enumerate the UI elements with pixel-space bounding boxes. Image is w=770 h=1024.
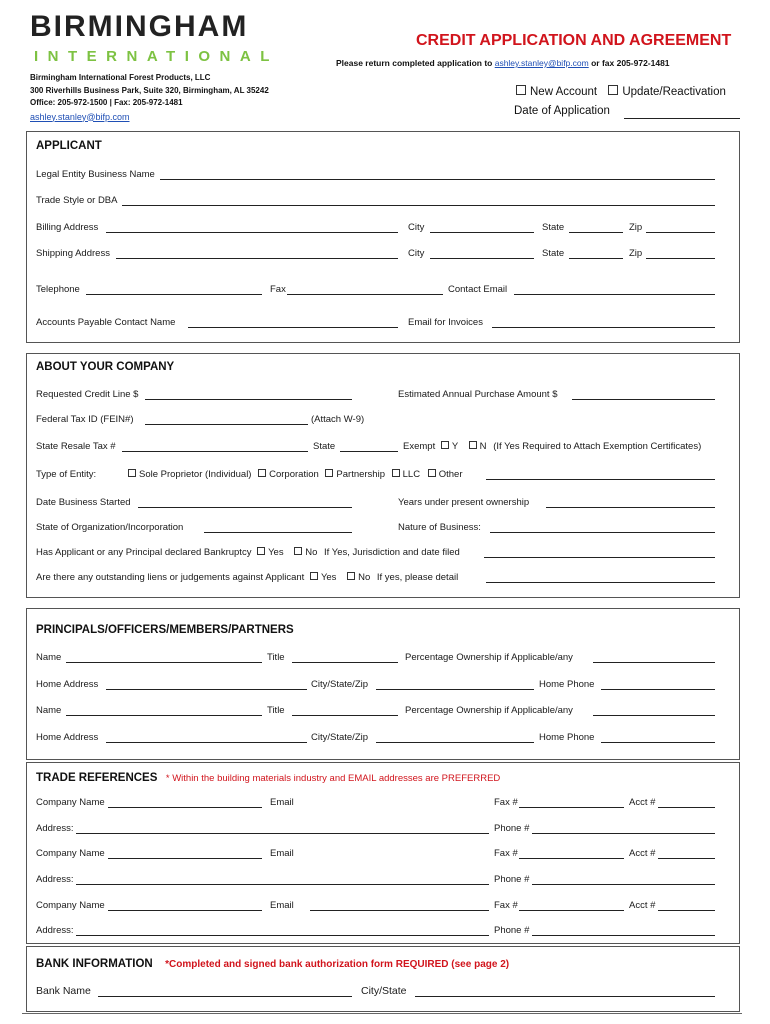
bankruptcy-detail-label: If Yes, Jurisdiction and date filed	[324, 547, 460, 558]
trade-references-heading: TRADE REFERENCES	[36, 772, 158, 784]
principal-1-name-label: Name	[36, 652, 62, 663]
principal-1-home-phone-field[interactable]	[601, 689, 715, 690]
liens-label: Are there any outstanding liens or judgements against Applicant	[36, 572, 305, 583]
ref-1-phone-field[interactable]	[532, 833, 715, 834]
principal-2-home-address-label: Home Address	[36, 732, 99, 743]
ref-3-company-label: Company Name	[36, 900, 105, 911]
ref-2-phone-label: Phone #	[494, 874, 530, 885]
principal-2-home-phone-field[interactable]	[601, 742, 715, 743]
principal-1-title-label: Title	[267, 652, 285, 663]
ref-2-company-field[interactable]	[108, 858, 262, 859]
ref-3-acct-field[interactable]	[658, 910, 715, 911]
bank-name-label: Bank Name	[36, 985, 91, 997]
exempt-label: Exempt	[403, 441, 436, 452]
principal-2-home-phone-label: Home Phone	[539, 732, 595, 743]
exempt-yes-label: Y	[451, 441, 459, 452]
ref-2-email-label: Email	[270, 848, 294, 859]
date-of-application-field[interactable]	[624, 118, 740, 119]
billing-city-label: City	[408, 222, 425, 233]
liens-yes-label: Yes	[320, 572, 337, 583]
liens-no-label: No	[358, 572, 371, 583]
principal-1-city-state-zip-field[interactable]	[376, 689, 534, 690]
ref-1-acct-field[interactable]	[658, 807, 715, 808]
exempt-no-label: N	[479, 441, 487, 452]
ref-3-phone-label: Phone #	[494, 925, 530, 936]
state-org-field[interactable]	[204, 532, 352, 533]
return-instructions	[336, 58, 670, 68]
new-account-checkbox[interactable]	[516, 85, 526, 95]
bankruptcy-no-checkbox[interactable]	[294, 547, 302, 555]
principal-1-home-address-label: Home Address	[36, 679, 99, 690]
new-account-label: New Account	[530, 86, 598, 98]
contact-email-field[interactable]	[514, 294, 715, 295]
company-heading: ABOUT YOUR COMPANY	[36, 361, 175, 373]
corporation-label: Corporation	[269, 469, 319, 480]
principal-2-home-address-field[interactable]	[106, 742, 307, 743]
ref-2-address-label: Address:	[36, 874, 74, 885]
legal-name-label: Legal Entity Business Name	[36, 169, 155, 180]
shipping-zip-field[interactable]	[646, 258, 715, 259]
invoice-email-label: Email for Invoices	[408, 317, 483, 328]
update-label: Update/Reactivation	[622, 86, 726, 98]
state-org-label: State of Organization/Incorporation	[36, 522, 184, 533]
return-email-link[interactable]: ashley.stanley@bifp.com	[494, 58, 589, 68]
return-suffix: or fax 205-972-1481	[591, 58, 670, 68]
credit-line-field[interactable]	[145, 399, 352, 400]
corporation-checkbox[interactable]	[258, 469, 266, 477]
shipping-zip-label: Zip	[629, 248, 643, 259]
ref-1-acct-label: Acct #	[629, 797, 656, 808]
form-title: CREDIT APPLICATION AND AGREEMENT	[416, 32, 732, 49]
annual-purchase-label: Estimated Annual Purchase Amount $	[398, 389, 558, 400]
logo	[30, 10, 279, 70]
fax-field[interactable]	[287, 294, 443, 295]
trade-references-note: * Within the building materials industry and EMAIL addresses are PREFERRED	[165, 773, 501, 784]
exempt-row	[403, 441, 701, 452]
principal-2-name-label: Name	[36, 705, 62, 716]
billing-zip-field[interactable]	[646, 232, 715, 233]
years-owner-label: Years under present ownership	[398, 497, 530, 508]
shipping-state-field[interactable]	[569, 258, 623, 259]
ref-1-fax-label: Fax #	[494, 797, 518, 808]
principal-1-home-address-field[interactable]	[106, 689, 307, 690]
liens-detail-label: If yes, please detail	[376, 572, 459, 583]
resale-state-field[interactable]	[340, 451, 398, 452]
telephone-label: Telephone	[36, 284, 80, 295]
legal-name-field[interactable]	[160, 179, 715, 180]
principal-2-ownership-label: Percentage Ownership if Applicable/any	[405, 705, 573, 716]
company-address: 300 Riverhills Business Park, Suite 320, Birmingham, AL 35242	[30, 85, 269, 95]
attach-w9-note: (Attach W-9)	[311, 414, 365, 425]
resale-state-label: State	[313, 441, 336, 452]
shipping-city-field[interactable]	[430, 258, 534, 259]
billing-address-label: Billing Address	[36, 222, 99, 233]
shipping-address-label: Shipping Address	[36, 248, 110, 259]
ref-1-fax-field[interactable]	[519, 807, 624, 808]
ref-2-phone-field[interactable]	[532, 884, 715, 885]
update-checkbox[interactable]	[608, 85, 618, 95]
resale-tax-label: State Resale Tax #	[36, 441, 116, 452]
sole-proprietor-label: Sole Proprietor (Individual)	[139, 469, 252, 480]
entity-type-options	[128, 469, 462, 480]
ref-2-company-label: Company Name	[36, 848, 105, 859]
applicant-heading: APPLICANT	[36, 140, 102, 152]
billing-state-field[interactable]	[569, 232, 623, 233]
ref-2-acct-field[interactable]	[658, 858, 715, 859]
other-label: Other	[438, 469, 463, 480]
logo-wordmark-bottom: INTERNATIONAL	[34, 48, 279, 65]
billing-state-label: State	[542, 222, 565, 233]
ap-contact-field[interactable]	[188, 327, 398, 328]
billing-city-field[interactable]	[430, 232, 534, 233]
ref-3-email-field[interactable]	[310, 910, 489, 911]
fax-label: Fax	[270, 284, 286, 295]
bank-city-state-label: City/State	[361, 985, 407, 997]
resale-tax-field[interactable]	[122, 451, 308, 452]
credit-line-label: Requested Credit Line $	[36, 389, 139, 400]
nature-field[interactable]	[490, 532, 715, 533]
other-entity-field[interactable]	[486, 479, 715, 480]
ref-3-email-label: Email	[270, 900, 294, 911]
invoice-email-field[interactable]	[492, 327, 715, 328]
ref-1-company-field[interactable]	[108, 807, 262, 808]
ref-3-address-label: Address:	[36, 925, 74, 936]
fein-field[interactable]	[145, 424, 308, 425]
ref-1-email-label: Email	[270, 797, 294, 808]
ref-1-company-label: Company Name	[36, 797, 105, 808]
bankruptcy-yes-checkbox[interactable]	[257, 547, 265, 555]
principal-2-ownership-field[interactable]	[593, 715, 715, 716]
logo-wordmark-top: BIRMINGHAM	[30, 10, 249, 43]
llc-label: LLC	[402, 469, 421, 480]
bank-city-state-field[interactable]	[415, 996, 715, 997]
billing-zip-label: Zip	[629, 222, 643, 233]
ref-2-address-field[interactable]	[76, 884, 489, 885]
bank-heading: BANK INFORMATION	[36, 958, 153, 970]
annual-purchase-field[interactable]	[572, 399, 715, 400]
bank-note: *Completed and signed bank authorization form REQUIRED (see page 2)	[165, 959, 510, 970]
ref-2-acct-label: Acct #	[629, 848, 656, 859]
sole-proprietor-checkbox[interactable]	[128, 469, 136, 477]
bankruptcy-label: Has Applicant or any Principal declared Bankruptcy	[36, 547, 252, 558]
ref-2-fax-label: Fax #	[494, 848, 518, 859]
principal-1-ownership-field[interactable]	[593, 662, 715, 663]
principal-2-title-field[interactable]	[292, 715, 398, 716]
ref-3-fax-field[interactable]	[519, 910, 624, 911]
exempt-no-checkbox[interactable]	[469, 441, 477, 449]
principal-2-city-state-zip-label: City/State/Zip	[311, 732, 369, 743]
principal-2-city-state-zip-field[interactable]	[376, 742, 534, 743]
partnership-checkbox[interactable]	[325, 469, 333, 477]
contact-email-label: Contact Email	[448, 284, 508, 295]
bankruptcy-row	[36, 547, 460, 558]
return-prefix: Please return completed application to	[336, 58, 493, 68]
shipping-city-label: City	[408, 248, 425, 259]
ref-3-company-field[interactable]	[108, 910, 262, 911]
ap-contact-label: Accounts Payable Contact Name	[36, 317, 176, 328]
bank-name-field[interactable]	[98, 996, 352, 997]
trade-style-field[interactable]	[122, 205, 715, 206]
ref-3-phone-field[interactable]	[532, 935, 715, 936]
liens-row	[36, 572, 458, 583]
exempt-note: (If Yes Required to Attach Exemption Certificates)	[493, 441, 702, 452]
company-phone-fax: Office: 205-972-1500 | Fax: 205-972-1481	[30, 98, 183, 107]
principal-1-name-field[interactable]	[66, 662, 262, 663]
bank-header	[36, 954, 509, 972]
principals-heading: PRINCIPALS/OFFICERS/MEMBERS/PARTNERS	[36, 624, 294, 636]
principal-2-name-field[interactable]	[66, 715, 262, 716]
ref-1-phone-label: Phone #	[494, 823, 530, 834]
liens-yes-checkbox[interactable]	[310, 572, 318, 580]
principal-1-ownership-label: Percentage Ownership if Applicable/any	[405, 652, 573, 663]
fein-label: Federal Tax ID (FEIN#)	[36, 414, 134, 425]
nature-label: Nature of Business:	[398, 522, 481, 533]
date-started-label: Date Business Started	[36, 497, 131, 508]
other-checkbox[interactable]	[428, 469, 436, 477]
liens-no-checkbox[interactable]	[347, 572, 355, 580]
ref-3-fax-label: Fax #	[494, 900, 518, 911]
page-bottom-rule	[22, 1013, 742, 1014]
bankruptcy-yes-label: Yes	[268, 547, 284, 558]
shipping-address-field[interactable]	[116, 258, 398, 259]
billing-address-field[interactable]	[106, 232, 398, 233]
bankruptcy-detail-field[interactable]	[484, 557, 715, 558]
exempt-yes-checkbox[interactable]	[441, 441, 449, 449]
principal-1-title-field[interactable]	[292, 662, 398, 663]
account-type	[516, 85, 726, 98]
trade-style-label: Trade Style or DBA	[36, 195, 118, 206]
principal-1-city-state-zip-label: City/State/Zip	[311, 679, 369, 690]
ref-2-fax-field[interactable]	[519, 858, 624, 859]
liens-detail-field[interactable]	[486, 582, 715, 583]
shipping-state-label: State	[542, 248, 565, 259]
years-owner-field[interactable]	[546, 507, 715, 508]
principal-2-title-label: Title	[267, 705, 285, 716]
company-email-link[interactable]: ashley.stanley@bifp.com	[30, 111, 130, 122]
ref-1-address-field[interactable]	[76, 833, 489, 834]
principal-1-home-phone-label: Home Phone	[539, 679, 595, 690]
llc-checkbox[interactable]	[392, 469, 400, 477]
telephone-field[interactable]	[86, 294, 262, 295]
ref-3-address-field[interactable]	[76, 935, 489, 936]
ref-1-address-label: Address:	[36, 823, 74, 834]
company-name: Birmingham International Forest Products, LLC	[30, 73, 211, 82]
applicant-section	[26, 131, 740, 343]
ref-3-acct-label: Acct #	[629, 900, 656, 911]
date-started-field[interactable]	[138, 507, 352, 508]
entity-type-label: Type of Entity:	[36, 469, 97, 480]
trade-references-header	[36, 768, 500, 786]
bankruptcy-no-label: No	[305, 547, 318, 558]
company-info	[30, 72, 269, 123]
date-of-application-label: Date of Application	[514, 105, 610, 117]
partnership-label: Partnership	[336, 469, 385, 480]
